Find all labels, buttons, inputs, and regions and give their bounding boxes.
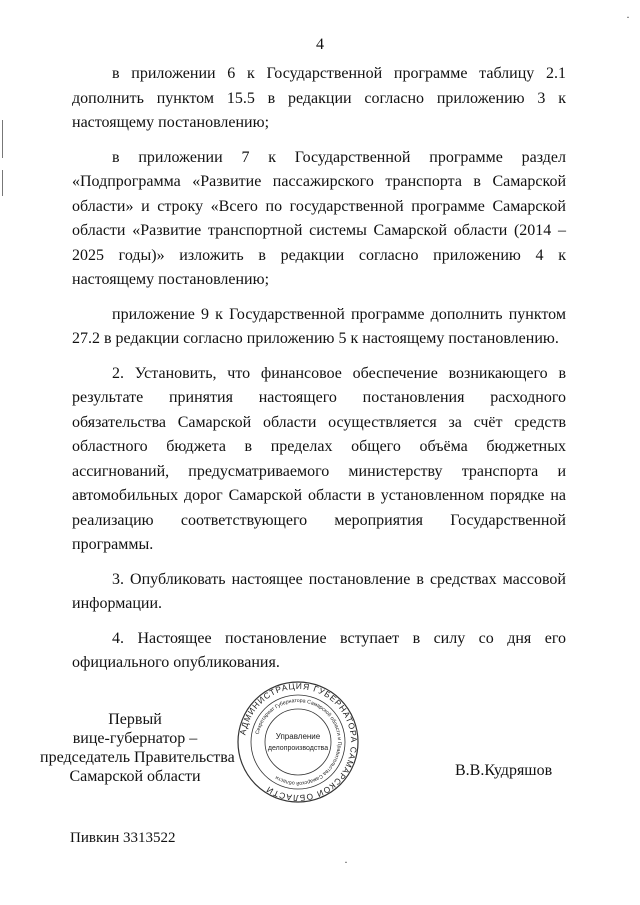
page-number: 4 (316, 36, 324, 53)
paragraph-appendix-7: в приложении 7 к Государственной программе раздел «Подпрограмма «Развитие пассажирского транспорта в Самарской области» и строку «Всего по государственной программе Самарской области «Развитие транспортной системы Самарской области (2014 – 2025 годы)» изложить в редакции согласно приложению 4 к настоящему постановлению; (72, 148, 566, 288)
signatory-title-line: Первый (108, 711, 162, 728)
signer-name: В.В.Кудряшов (455, 762, 553, 779)
svg-text:Секретариат Губернатора Самарс: Секретариат Губернатора Самарской области и Правительства Самарской области (254, 697, 343, 787)
margin-mark (2, 170, 3, 196)
signatory-title-line: вице-губернатор – (72, 730, 198, 747)
paragraph-item-2: 2. Установить, что финансовое обеспечение возникающего в результате принятия настоящего постановления расходного обязательства Самарской области осуществляется за счёт средств областного бюджета в пределах общего объёма бюджетных ассигнований, предусматриваемого министерству транспорта и автомобильных дорог Самарской области в установленном порядке на реализацию соответствующего мероприятия Государственной программы. (72, 364, 566, 553)
svg-text:делопроизводства: делопроизводства (267, 745, 329, 752)
paragraph-item-4: 4. Настоящее постановление вступает в силу со дня его официального опубликования. (72, 629, 566, 671)
paragraph-item-3: 3. Опубликовать настоящее постановление в средствах массовой информации. (72, 570, 566, 612)
corner-mark: · (626, 10, 630, 24)
margin-mark (2, 120, 3, 158)
svg-text:Управление: Управление (275, 732, 321, 741)
executor-contact: Пивкин 3313522 (70, 830, 176, 846)
signatory-title-line: председатель Правительства (40, 749, 235, 766)
dot-mark: · (344, 855, 348, 869)
signatory-title (40, 710, 235, 786)
paragraph-appendix-6: в приложении 6 к Государственной программе таблицу 2.1 дополнить пунктом 15.5 в редакции согласно приложению 3 к настоящему постановлению; (72, 65, 566, 131)
official-seal-stamp (236, 680, 360, 804)
signatory-title-line: Самарской области (69, 768, 201, 785)
document-body (72, 62, 566, 686)
paragraph-appendix-9: приложение 9 к Государственной программе дополнить пунктом 27.2 в редакции согласно приложению 5 к настоящему постановлению. (72, 305, 566, 347)
svg-text:АДМИНИСТРАЦИЯ ГУБЕРНАТОРА САМА: АДМИНИСТРАЦИЯ ГУБЕРНАТОРА САМАРСКОЙ ОБЛАСТИ (237, 680, 360, 804)
